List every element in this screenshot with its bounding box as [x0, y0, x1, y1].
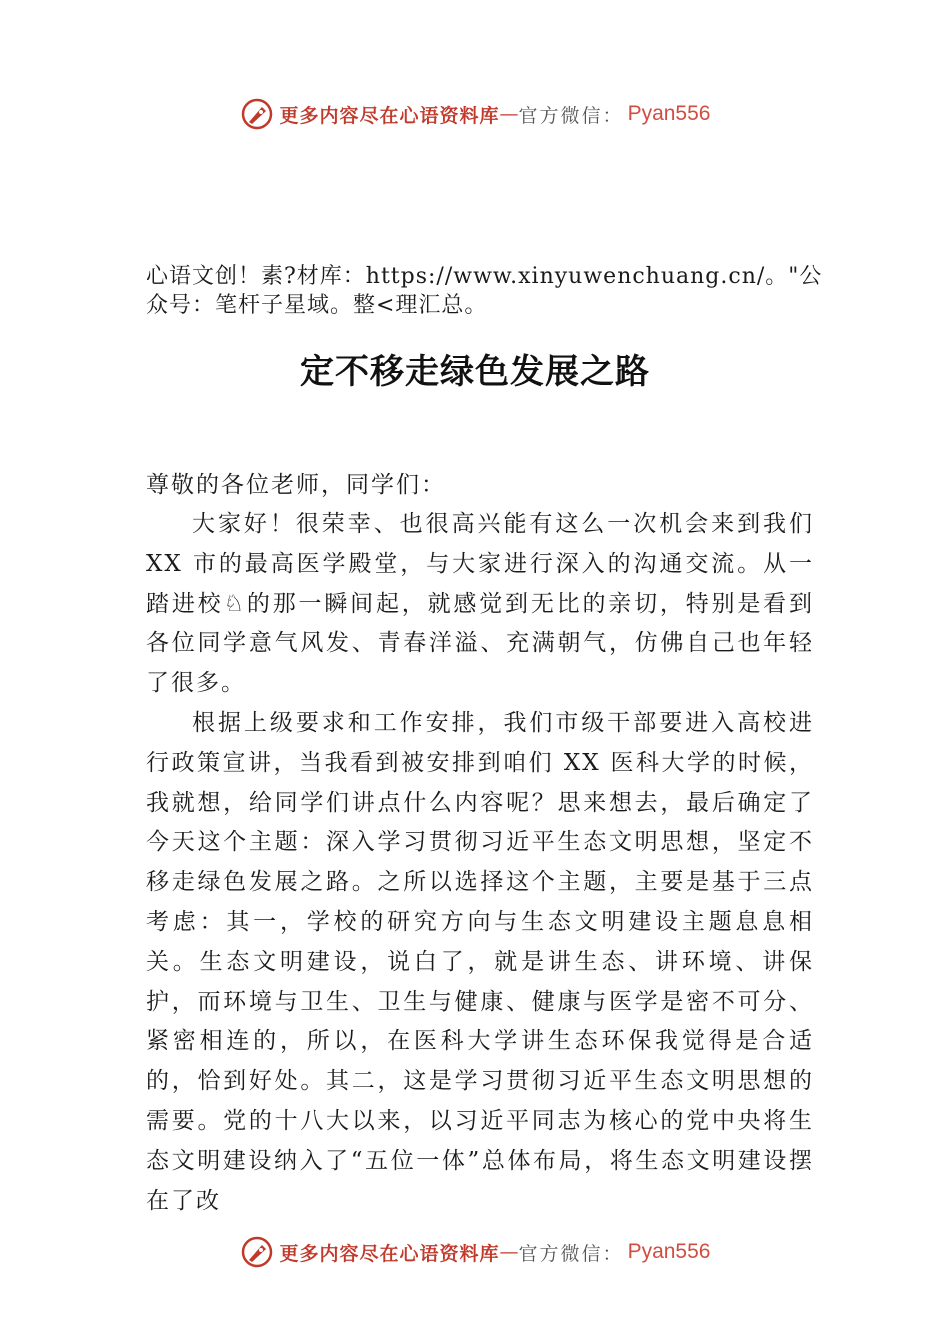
footer-banner	[0, 1230, 950, 1274]
banner-wechat-label: 官方微信：	[518, 104, 624, 127]
header-banner	[0, 92, 950, 136]
paragraph-2: 根据上级要求和工作安排，我们市级干部要进入高校进行政策宣讲，当我看到被安排到咱们 XX 医科大学的时候，我就想，给同学们讲点什么内容呢？思来想去，最后确定了今天这个主题：深入学习贯彻习近平生态文明思想，坚定不移走绿色发展之路。之所以选择这个主题，主要是基于三点考虑：其一，学校的研究方向与生态文明建设主题息息相关。生态文明建设，说白了，就是讲生态、讲环境、讲保护，而环境与卫生、卫生与健康、健康与医学是密不可分、紧密相连的，所以，在医科大学讲生态环保我觉得是合适的，恰到好处。其二，这是学习贯彻习近平生态文明思想的需要。党的十八大以来，以习近平同志为核心的党中央将生态文明建设纳入了“五位一体”总体布局，将生态文明建设摆在了改	[146, 709, 814, 1214]
pen-nib-logo-icon	[240, 1235, 274, 1269]
footer-banner-separator: —	[499, 1241, 519, 1263]
paragraph-1: 大家好！很荣幸、也很高兴能有这么一次机会来到我们XX 市的最高医学殿堂，与大家进行深入的沟通交流。从一踏进校♘的那一瞬间起，就感觉到无比的亲切，特别是看到各位同学意气风发、青春洋溢、充满朝气，仿佛自己也年轻了很多。	[146, 511, 814, 697]
banner-separator: —	[499, 103, 519, 125]
footer-banner-wechat-label: 官方微信：	[518, 1242, 624, 1265]
source-note: 心语文创！素?材库：https://www.xinyuwenchuang.cn/。"公众号：笔杆子星域。整<理汇总。	[146, 264, 823, 318]
banner-main-text: 更多内容尽在心语资料库	[279, 104, 500, 127]
banner-wechat-id: Pyan556	[627, 102, 711, 125]
document-title: 定不移走绿色发展之路	[300, 352, 650, 392]
footer-banner-main-text: 更多内容尽在心语资料库	[279, 1242, 500, 1265]
footer-banner-wechat-id: Pyan556	[627, 1240, 711, 1263]
greeting: 尊敬的各位老师，同学们：	[146, 472, 446, 498]
body-text	[146, 505, 814, 1221]
pen-nib-logo-icon	[240, 97, 274, 131]
